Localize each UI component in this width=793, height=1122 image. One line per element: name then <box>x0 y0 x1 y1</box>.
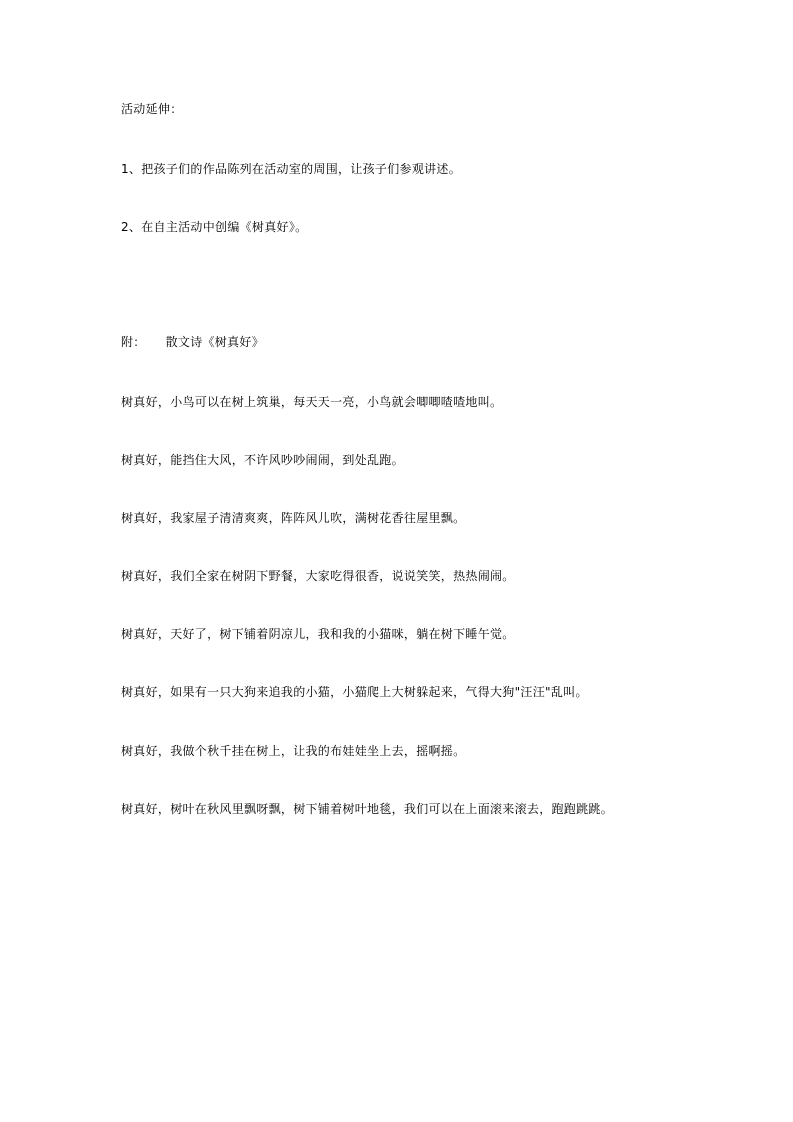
poem-line: 树真好，我们全家在树阴下野餐，大家吃得很香，说说笑笑，热热闹闹。 <box>121 569 515 583</box>
appendix-heading <box>121 334 264 350</box>
extension-item: 1、把孩子们的作品陈列在活动室的周围，让孩子们参观讲述。 <box>121 162 462 176</box>
poem-line: 树真好，如果有一只大狗来追我的小猫，小猫爬上大树躲起来，气得大狗"汪汪"乱叫。 <box>121 685 588 699</box>
poem-line: 树真好，我家屋子清清爽爽，阵阵风儿吹，满树花香往屋里飘。 <box>121 511 466 525</box>
appendix-title: 散文诗《树真好》 <box>165 335 265 349</box>
poem-line: 树真好，能挡住大风，不许风吵吵闹闹，到处乱跑。 <box>121 453 404 467</box>
section-title: 活动延伸： <box>121 102 183 116</box>
poem-line: 树真好，小鸟可以在树上筑巢，每天天一亮，小鸟就会唧唧喳喳地叫。 <box>121 395 503 409</box>
poem-line: 树真好，我做个秋千挂在树上，让我的布娃娃坐上去，摇啊摇。 <box>121 744 466 758</box>
poem-line: 树真好，天好了，树下铺着阴凉儿，我和我的小猫咪，躺在树下睡午觉。 <box>121 627 515 641</box>
appendix-label: 附： <box>121 335 146 349</box>
poem-line: 树真好，树叶在秋风里飘呀飘，树下铺着树叶地毯，我们可以在上面滚来滚去，跑跑跳跳。 <box>121 802 614 816</box>
extension-item: 2、在自主活动中创编《树真好》。 <box>121 220 308 234</box>
